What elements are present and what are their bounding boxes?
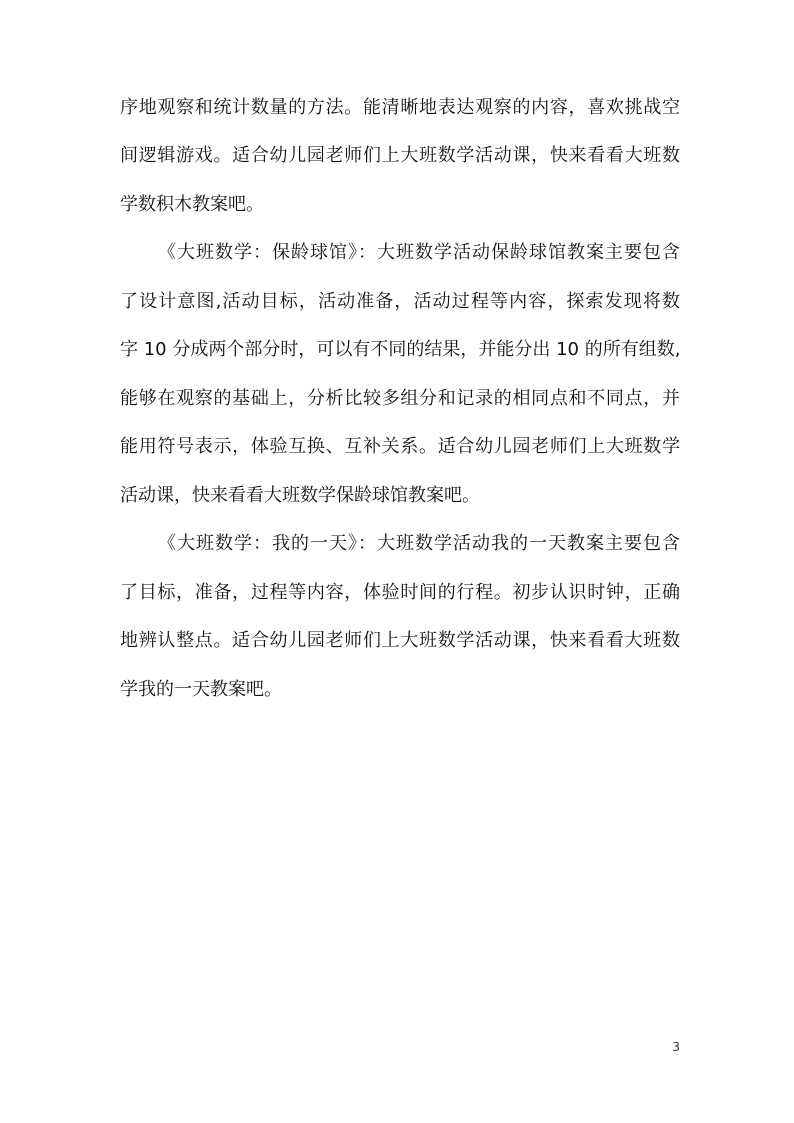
- paragraph-2-line-2: 了设计意图,活动目标，活动准备，活动过程等内容，探索发现将数: [120, 291, 680, 312]
- paragraph-1-line-1: 序地观察和统计数量的方法。能清晰地表达观察的内容，喜欢挑战空: [120, 97, 680, 118]
- paragraph-2-line-1: 《大班数学：保龄球馆》：大班数学活动保龄球馆教案主要包含: [158, 242, 680, 263]
- paragraph-2-line-5: 能用符号表示，体验互换、互补关系。适合幼儿园老师们上大班数学: [120, 436, 680, 457]
- paragraph-3-line-3: 地辨认整点。适合幼儿园老师们上大班数学活动课，快来看看大班数: [120, 630, 680, 651]
- paragraph-2-line-6: 活动课，快来看看大班数学保龄球馆教案吧。: [120, 485, 480, 506]
- page-number: 3: [672, 1040, 680, 1054]
- paragraph-3-line-1: 《大班数学：我的一天》：大班数学活动我的一天教案主要包含: [158, 533, 680, 554]
- paragraph-1-line-2: 间逻辑游戏。适合幼儿园老师们上大班数学活动课，快来看看大班数: [120, 145, 680, 166]
- paragraph-2-line-4: 能够在观察的基础上，分析比较多组分和记录的相同点和不同点，并: [120, 388, 680, 409]
- paragraph-1-line-3: 学数积木教案吧。: [120, 194, 264, 215]
- paragraph-3-line-4: 学我的一天教案吧。: [120, 679, 282, 700]
- paragraph-2-line-3: 字 10 分成两个部分时，可以有不同的结果，并能分出 10 的所有组数,: [120, 339, 680, 360]
- paragraph-3-line-2: 了目标，准备，过程等内容，体验时间的行程。初步认识时钟，正确: [120, 582, 680, 603]
